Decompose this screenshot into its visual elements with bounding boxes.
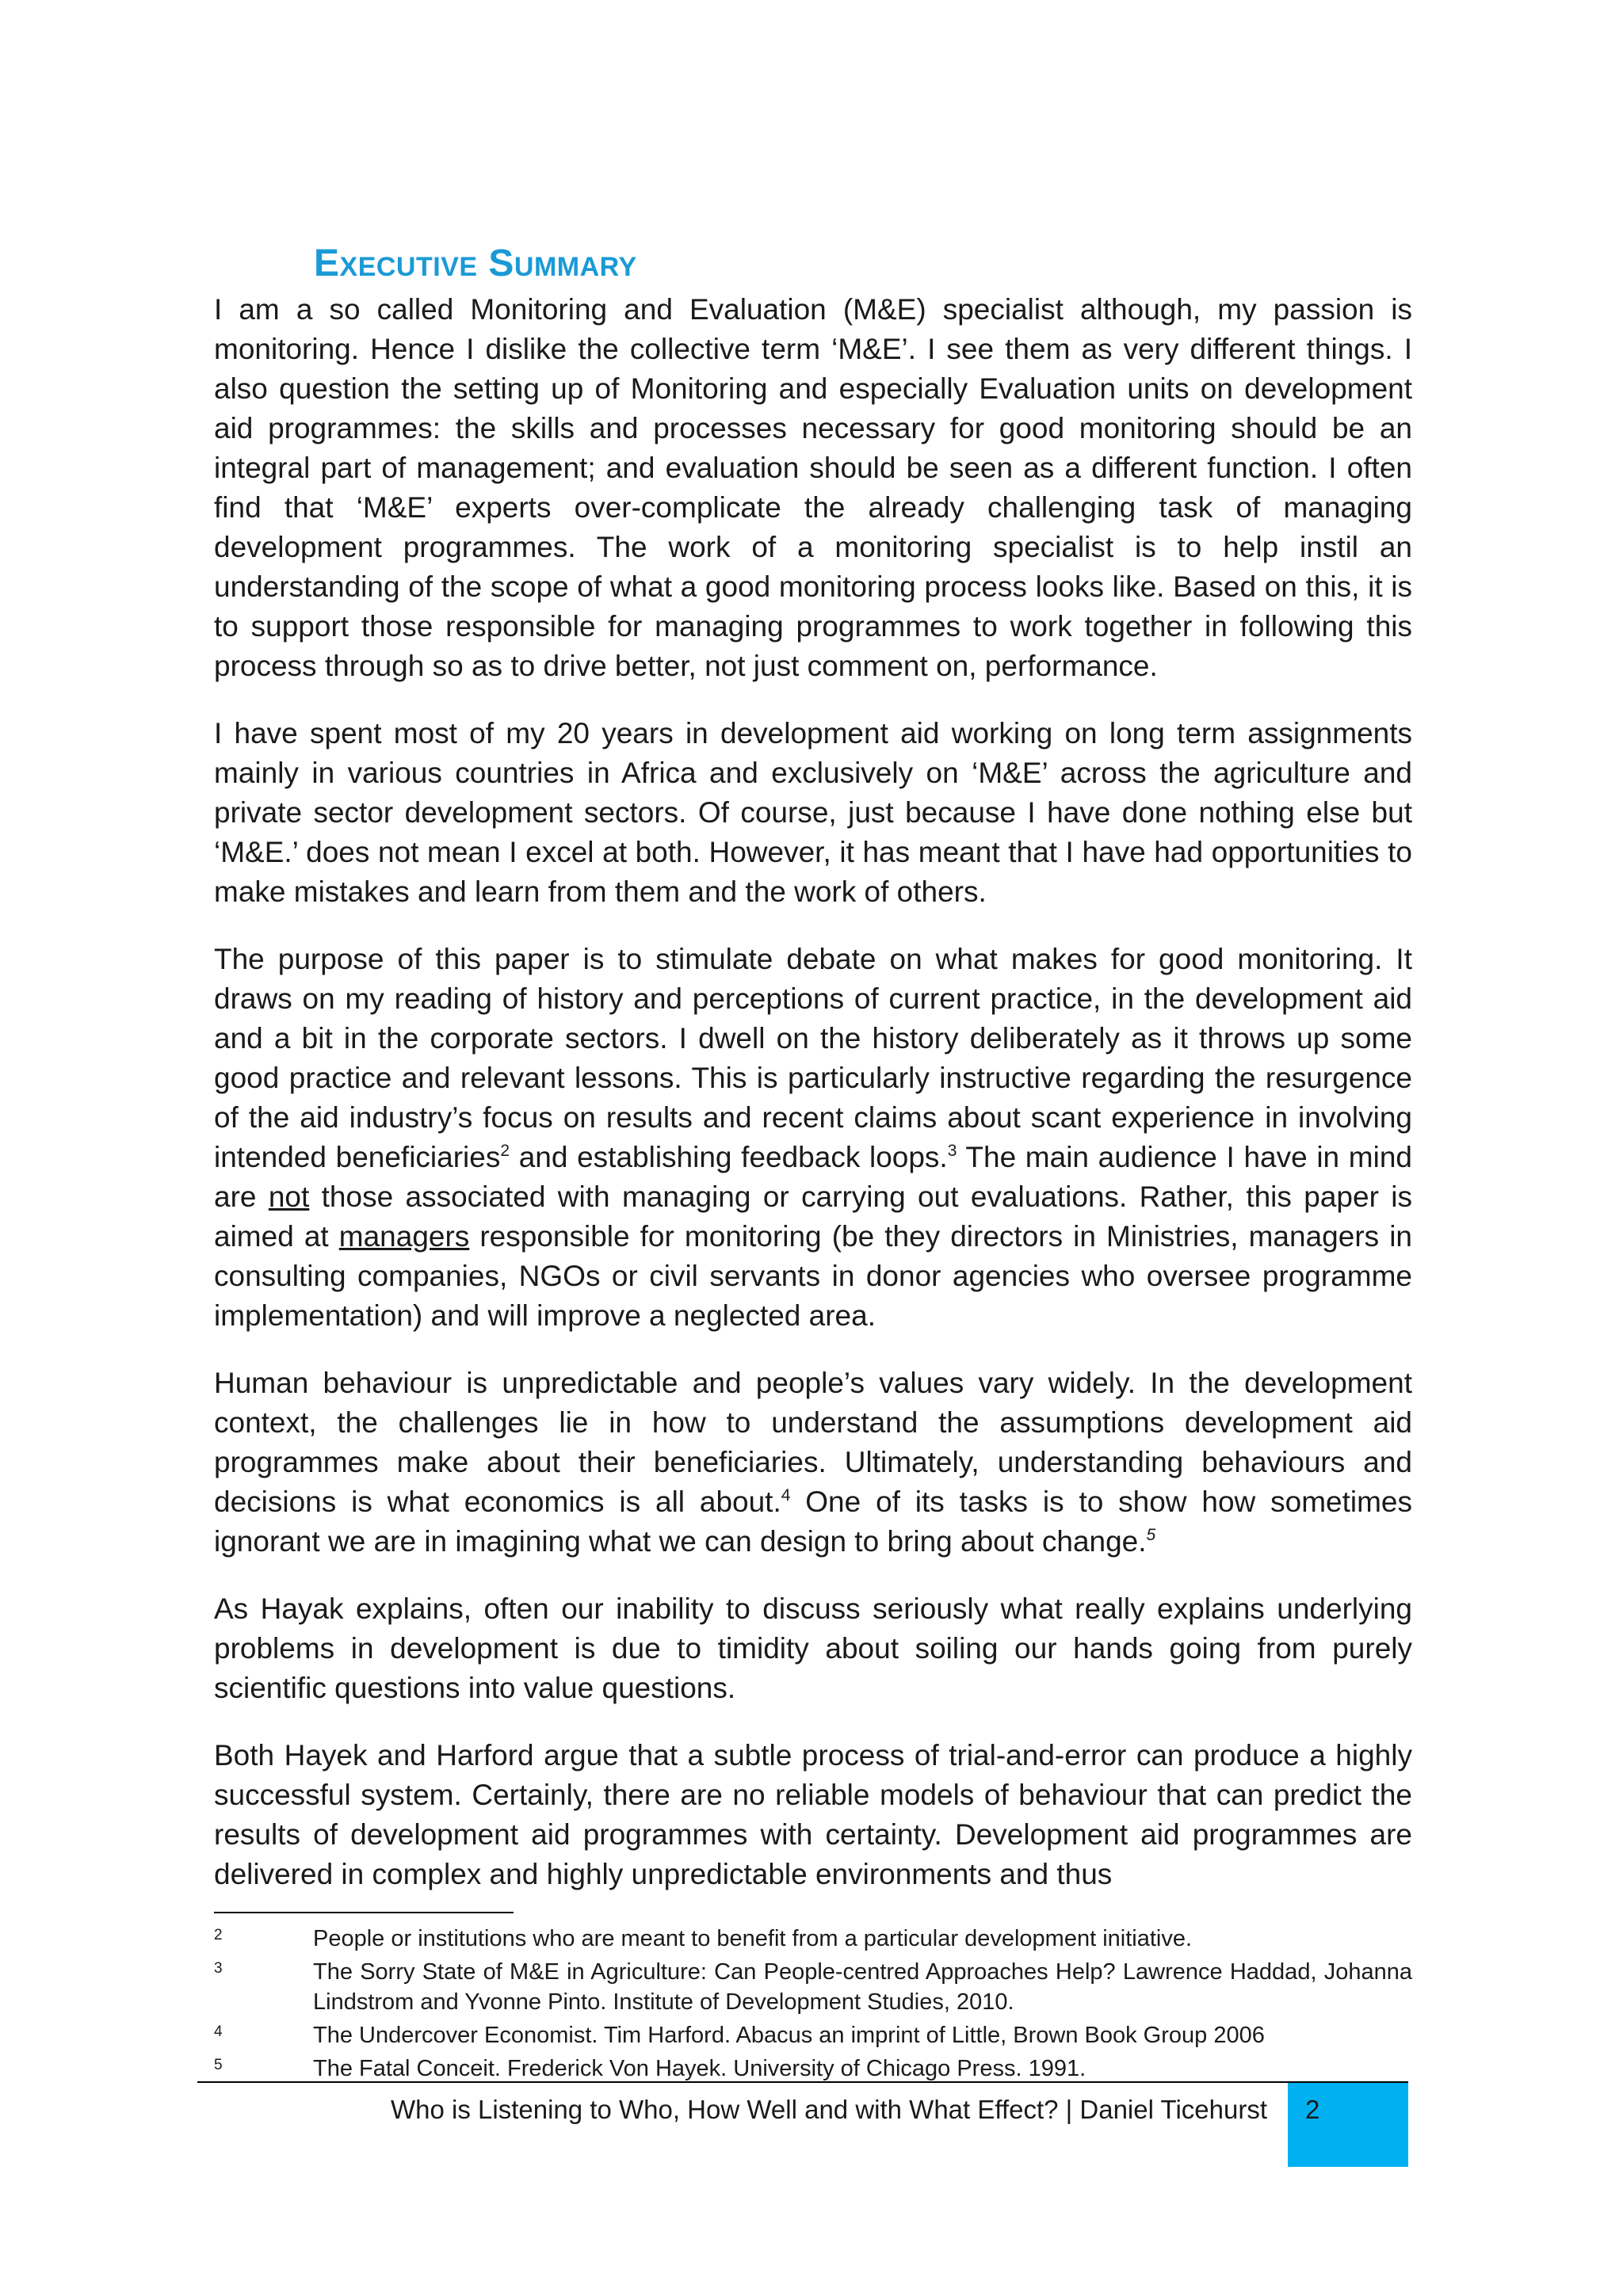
footnote-3 — [214, 1957, 1412, 2017]
paragraph-4-text: Human behaviour is unpredictable and people’s values vary widely. In the development context, the challenges lie in how to understand the assumptions development aid programmes make about their beneficiaries. Ultimately, understanding behaviours and decisions is what economics is all about. — [214, 1367, 1412, 1518]
footer-title: Who is Listening to Who, How Well and with What Effect? | Daniel Ticehurst — [391, 2095, 1267, 2124]
footnote-text: The Undercover Economist. Tim Harford. Abacus an imprint of Little, Brown Book Group 2006 — [313, 2023, 1265, 2048]
paragraph-3-text: responsible for monitoring (be they directors in Ministries, managers in consulting companies, NGOs or civil servants in donor agencies who oversee programme implementation) and will improve a neglected area. — [214, 1220, 1412, 1332]
paragraph-3-text: The main audience I have in mind are — [214, 1141, 1412, 1213]
footnote-number: 4 — [214, 2023, 223, 2040]
paragraph-4 — [214, 1363, 1412, 1562]
footnote-ref-4: 4 — [781, 1486, 791, 1505]
paragraph-3-text: those associated with managing or carrying out evaluations. Rather, this paper is aimed at — [214, 1180, 1412, 1253]
footnote-ref-2: 2 — [500, 1142, 510, 1160]
footnote-number: 3 — [214, 1960, 223, 1977]
paragraph-1: I am a so called Monitoring and Evaluation (M&E) specialist although, my passion is monitoring. Hence I dislike the collective term ‘M&E’. I see them as very different things. I also question the setting up of Monitoring and especially Evaluation units on development aid programmes: the skills and processes necessary for good monitoring should be an integral part of management; and evaluation should be seen as a different function. I often find that ‘M&E’ experts over-complicate the already challenging task of managing development programmes. The work of a monitoring specialist is to help instil an understanding of the scope of what a good monitoring process looks like. Based on this, it is to support those responsible for managing programmes to work together in following this process through so as to drive better, not just comment on, performance. — [214, 293, 1412, 682]
footnote-ref-5: 5 — [1146, 1526, 1156, 1544]
paragraph-4-text: One of its tasks is to show how sometimes ignorant we are in imagining what we can design to bring about change. — [214, 1486, 1412, 1558]
footnote-text: The Sorry State of M&E in Agriculture: Can People-centred Approaches Help? Lawrence Haddad, Johanna Lindstrom and Yvonne Pinto. Institute of Development Studies, 2010. — [313, 1959, 1412, 2015]
footnote-text: The Fatal Conceit. Frederick Von Hayek. University of Chicago Press. 1991. — [313, 2056, 1086, 2081]
paragraph-3-text: and establishing feedback loops. — [510, 1141, 948, 1173]
paragraph-6: Both Hayek and Harford argue that a subtle process of trial-and-error can produce a highly successful system. Certainly, there are no reliable models of behaviour that can predict the results of development aid programmes with certainty. Development aid programmes are delivered in complex and highly unpredictable environments and thus — [214, 1739, 1412, 1890]
footer-rule — [197, 2081, 1408, 2083]
section-heading: Executive Summary — [314, 242, 637, 284]
paragraph-5: As Hayak explains, often our inability to discuss seriously what really explains underlying problems in development is due to timidity about soiling our hands going from purely scientific questions into value questions. — [214, 1592, 1412, 1704]
footnote-5 — [214, 2054, 1412, 2084]
paragraph-3 — [214, 940, 1412, 1336]
paragraph-2: I have spent most of my 20 years in development aid working on long term assignments mainly in various countries in Africa and exclusively on ‘M&E’ across the agriculture and private sector development sectors. Of course, just because I have done nothing else but ‘M&E.’ does not mean I excel at both. However, it has meant that I have had opportunities to make mistakes and learn from them and the work of others. — [214, 717, 1412, 908]
footnote-4 — [214, 2020, 1412, 2050]
footnote-number: 5 — [214, 2057, 223, 2073]
footnote-2 — [214, 1924, 1412, 1954]
footnote-number: 2 — [214, 1927, 223, 1943]
emphasis-not: not — [268, 1180, 310, 1213]
body-text — [214, 290, 1412, 1894]
footnote-text: People or institutions who are meant to benefit from a particular development initiative. — [313, 1926, 1193, 1951]
footnote-ref-3: 3 — [947, 1142, 957, 1160]
emphasis-managers: managers — [338, 1220, 470, 1253]
footnotes — [214, 1924, 1412, 2087]
paragraph-3-text: The purpose of this paper is to stimulate debate on what makes for good monitoring. It draws on my reading of history and perceptions of current practice, in the development aid and a bit in the corporate sectors. I dwell on the history deliberately as it throws up some good practice and relevant lessons. This is particularly instructive regarding the resurgence of the aid industry’s focus on results and recent claims about scant experience in involving intended beneficiaries — [214, 943, 1412, 1173]
page-number: 2 — [1305, 2095, 1320, 2124]
footnote-separator — [214, 1912, 514, 1913]
